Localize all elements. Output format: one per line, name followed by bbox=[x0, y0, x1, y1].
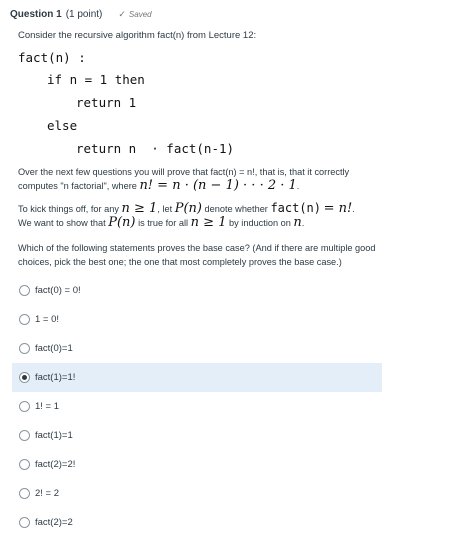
radio-button[interactable] bbox=[19, 430, 30, 441]
question-prompt: Consider the recursive algorithm fact(n) from Lecture 12: bbox=[18, 30, 257, 41]
answer-option[interactable] bbox=[12, 305, 382, 334]
code-line-2: if n = 1 then bbox=[47, 72, 145, 87]
question-header bbox=[10, 9, 152, 25]
factorial-formula: n! = n · (n − 1) · · · 2 · 1 bbox=[139, 178, 297, 193]
def-text-a: To kick things off, for any bbox=[18, 204, 119, 214]
def-math-n: n bbox=[293, 215, 302, 230]
answer-label: fact(2)=2! bbox=[35, 459, 76, 470]
radio-button[interactable] bbox=[19, 314, 30, 325]
code-line-5: return n · fact(n-1) bbox=[76, 141, 235, 156]
def-math-n-ge-1: n ≥ 1 bbox=[121, 201, 158, 216]
radio-button[interactable] bbox=[19, 401, 30, 412]
code-line-1: fact(n) : bbox=[18, 50, 86, 65]
def-text-e: is true for all bbox=[138, 218, 189, 228]
definition-paragraph bbox=[18, 201, 388, 230]
code-line-3: return 1 bbox=[76, 95, 137, 110]
answer-option[interactable] bbox=[12, 392, 382, 421]
radio-button[interactable] bbox=[19, 285, 30, 296]
answer-label: 1 = 0! bbox=[35, 314, 60, 325]
radio-button[interactable] bbox=[19, 488, 30, 499]
answer-option[interactable] bbox=[12, 363, 382, 392]
answer-label: 2! = 2 bbox=[35, 488, 60, 499]
intro-text-a: Over the next few questions you will prove that fact(n) = n!, that is, that it correctly bbox=[18, 167, 350, 177]
answer-label: fact(1)=1! bbox=[35, 372, 76, 383]
radio-button[interactable] bbox=[19, 372, 30, 383]
def-text-d: We want to show that bbox=[18, 218, 106, 228]
answer-option[interactable] bbox=[12, 421, 382, 450]
def-math-eq-nfact: = n! bbox=[323, 201, 353, 216]
question-text: Which of the following statements proves the base case? (And if there are multiple good choices, pick the best one; the one that most completely proves the base case.) bbox=[18, 243, 376, 267]
answer-label: fact(0)=1 bbox=[35, 343, 73, 354]
code-line-4: else bbox=[47, 118, 78, 133]
answer-list bbox=[12, 276, 382, 537]
def-text-c: denote whether bbox=[204, 204, 268, 214]
def-end: . bbox=[352, 204, 355, 214]
question-title: Question 1 bbox=[10, 9, 62, 20]
intro-paragraph bbox=[18, 165, 388, 193]
answer-label: fact(1)=1 bbox=[35, 430, 73, 441]
def-math-n-ge-1-2: n ≥ 1 bbox=[190, 215, 227, 230]
question-points: (1 point) bbox=[65, 9, 103, 20]
answer-label: fact(2)=2 bbox=[35, 517, 73, 528]
answer-option[interactable] bbox=[12, 334, 382, 363]
def-math-p-n-2: P(n) bbox=[108, 215, 136, 230]
saved-label: Saved bbox=[128, 10, 152, 19]
answer-option[interactable] bbox=[12, 276, 382, 305]
intro-end: . bbox=[296, 181, 300, 191]
answer-option[interactable] bbox=[12, 450, 382, 479]
radio-button[interactable] bbox=[19, 517, 30, 528]
answer-option[interactable] bbox=[12, 479, 382, 508]
answer-label: fact(0) = 0! bbox=[35, 285, 81, 296]
def-text-b: , let bbox=[157, 204, 173, 214]
def-code-fact-n: fact(n) bbox=[270, 201, 322, 215]
answer-option[interactable] bbox=[12, 508, 382, 537]
answer-label: 1! = 1 bbox=[35, 401, 60, 412]
def-math-p-n: P(n) bbox=[174, 201, 202, 216]
intro-text-b: computes "n factorial", where bbox=[18, 181, 137, 191]
radio-button[interactable] bbox=[19, 459, 30, 470]
radio-button[interactable] bbox=[19, 343, 30, 354]
def-text-f: by induction on bbox=[229, 218, 291, 228]
check-icon: ✓ bbox=[118, 9, 126, 19]
def-end-2: . bbox=[301, 218, 305, 228]
saved-status bbox=[118, 9, 151, 20]
